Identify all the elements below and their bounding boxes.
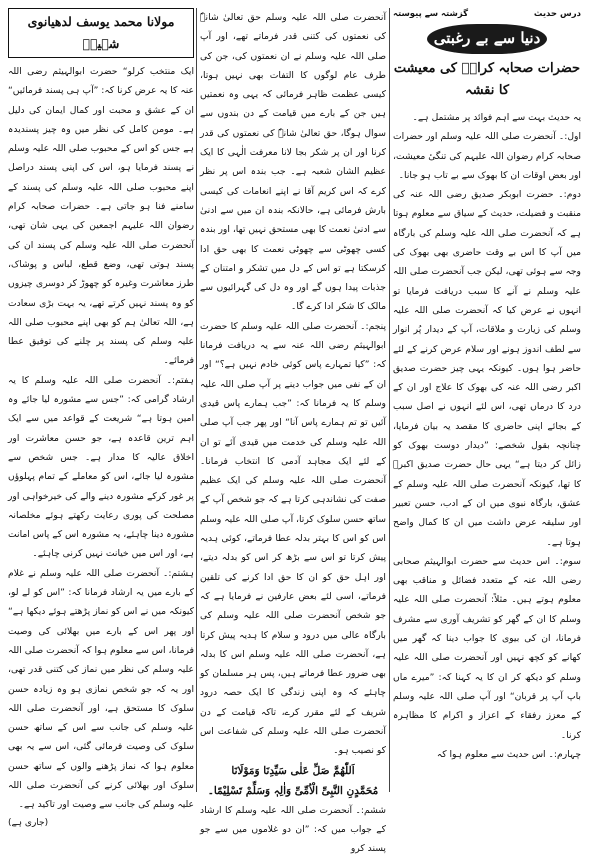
durood-line: اَللّٰھُمَّ صَلِّ عَلٰی سَیِّدِنَا وَمَوْلَانَا bbox=[231, 764, 355, 777]
durood-line: مُحَمَّدٍنِ النَّبِیِّ الْاُمِّیِّ وَاٰلِہٖ وَسَلِّمْ تَسْلِیْمًا۔ bbox=[207, 784, 379, 797]
paragraph: پنجم:۔ آنحضرت صلی اللہ علیہ وسلم کا حضرت ابوالہیثم رضی اللہ عنہ سے یہ دریافت فرمانا کہ: ”کیا تمہارے پاس کوئی خادم نہیں ہے؟“ اور ان کے نفی میں جواب دینے پر آپ صلی اللہ علیہ وسلم کا یہ فرمانا کہ: ”جب ہمارے پاس قیدی آئیں تو تم ہمارے پاس آنا“ اور پھر جب آپ صلی اللہ علیہ وسلم کی خدمت میں قیدی آئے تو ان کے لئے ایک مجاہد آدمی کا انتخاب فرمانا۔ آنحضرت صلی اللہ علیہ وسلم کی ایک عظیم صفت کی نشاندہی کرتا ہے کہ جو شخص آپ کے ساتھ حسن سلوک کرتا، آپ صلی اللہ علیہ وسلم اس کو اس کا بہتر بدلہ عطا فرماتے، کوئی ہدیہ پیش کرتا تو اس سے بڑھ کر اس کو بدلہ دیتے، اور اہل حق کو ان کا حق ادا کرنے کی تلقین فرماتے، اسی لئے بعض عارفین نے فرمایا ہے کہ جو شخص آنحضرت صلی اللہ علیہ وسلم کی بارگاہ عالی میں درود و سلام کا ہدیہ پیش کرتا ہے، آنحضرت صلی اللہ علیہ وسلم اس کا بدلہ بھی ضرور عطا فرماتے ہیں، پس ہر مسلمان کو چاہئے کہ وہ اپنی زندگی کا ایک حصہ درود شریف کے لئے مقرر کرے، تاکہ قیامت کے دن آنحضرت صلی اللہ علیہ وسلم کی شفاعت اس کو نصیب ہو۔ bbox=[199, 320, 386, 757]
column-header bbox=[393, 8, 581, 20]
paragraph: یہ حدیث بہت سے اہم فوائد پر مشتمل ہے۔ bbox=[412, 112, 581, 123]
column-divider bbox=[389, 8, 390, 792]
author-byline: مولانا محمد یوسف لدھیانوی شہیدؒ bbox=[8, 8, 194, 58]
column-divider bbox=[196, 8, 197, 792]
column-label: درس حدیث bbox=[533, 9, 581, 19]
column-left bbox=[8, 8, 194, 828]
article-headline: حضرات صحابہ کرامؓ کی معیشت کا نقشہ bbox=[393, 61, 581, 98]
paragraph: چہارم:۔ اس حدیث سے معلوم ہوا کہ bbox=[436, 748, 581, 760]
paragraph: اول:۔ آنحضرت صلی اللہ علیہ وسلم اور حضرات صحابہ کرام رضوان اللہ علیہم کی تنگیٔ معیشت، اور بعض اوقات ان کا بھوک سے بے تاب ہو جانا۔ bbox=[393, 131, 581, 181]
paragraph: سوم:۔ اس حدیث سے حضرت ابوالہیثم صحابی رضی اللہ عنہ کے متعدد فضائل و مناقب بھی معلوم ہوتے ہیں۔ مثلاً: آنحضرت صلی اللہ علیہ وسلم کا ان کے گھر کو تشریف آوری سے مشرف فرمانا، ان کی بیوی کا جواب دینا کہ گھر میں کھانے کو کچھ نہیں اور آنحضرت صلی اللہ علیہ وسلم کو دیکھ کر ان کا یہ کہنا کہ: ”میرے ماں باپ آپ پر قربان“ اور آپ صلی اللہ علیہ وسلم کے معزز رفقاء کے اعزاز و اکرام کا مظاہرہ کرنا۔ bbox=[393, 555, 581, 741]
paragraph: ہفتم:۔ آنحضرت صلی اللہ علیہ وسلم کا یہ ارشاد گرامی کہ: ”جس سے مشورہ لیا جائے وہ امین ہوتا ہے“ شریعت کے قواعد میں سے ایک اہم ترین قاعدہ ہے، جو حسن معاشرت اور اخلاق عالیہ کا مدار ہے۔ جس شخص سے مشورہ لیا جائے، اس کو معاملے کے تمام پہلوؤں پر غور کرکے مشورہ دینے والے کی خیرخواہی اور مصلحت کی پوری رعایت رکھتے ہوئے مخلصانہ مشورہ دینا چاہئے، یہ مشورہ اس کے پاس امانت ہے، اور اس میں خیانت نہیں کرنی چاہئے۔ bbox=[8, 374, 194, 560]
paragraph: آنحضرت صلی اللہ علیہ وسلم حق تعالیٰ شانہٗ کی نعمتوں کی کتنی قدر فرماتے تھے، اور آپ صلی اللہ علیہ وسلم نے ان نعمتوں کی، جن کی طرف عام لوگوں کا التفات بھی نہیں ہوتا، کیسی عظمت ظاہر فرمائی کہ یہی وہ نعمتیں ہیں جن کے بارے میں قیامت کے دن بندوں سے سوال ہوگا، حق تعالیٰ شانہٗ کی نعمتوں کی قدر کرنا اور ان پر شکر بجا لانا معرفت الٰہی کا ایک عظیم الشان شعبہ ہے۔ جب بندہ اس پر نظر کرے کہ اس کریم آقا نے اپنے انعامات کی کیسی بارش فرمائی ہے، حالانکہ بندہ ان میں سے ادنیٰ سے ادنیٰ نعمت کا بھی مستحق نہیں تھا، اور بندہ کسی چھوٹی سے چھوٹی نعمت کا بھی حق ادا کرسکتا ہے تو اس کے دل میں تشکر و امتنان کے جذبات پیدا ہوں گے اور وہ دل کی گہرائیوں سے مالک کا شکر ادا کرے گا۔ bbox=[200, 12, 386, 313]
continued-note: (جاری ہے) bbox=[8, 817, 49, 828]
continued-label: گزشتہ سے پیوستہ bbox=[393, 9, 469, 19]
paragraph: دوم:۔ حضرت ابوبکر صدیق رضی اللہ عنہ کی منقبت و فضیلت، حدیث کے سیاق سے معلوم ہوتا ہے کہ آنحضرت صلی اللہ علیہ وسلم کی بارگاہ میں آپ کا اس بے وقت حاضری بھی بھوک کی وجہ سے ہوئی تھی، لیکن جب آنحضرت صلی اللہ علیہ وسلم نے آنے کا سبب دریافت فرمایا تو انہوں نے عرض کیا کہ آنحضرت صلی اللہ علیہ وسلم کی زیارت و ملاقات، آپ کے دیدار پُر انوار سے لطف اندوز ہونے اور سلام عرض کرنے کے لئے حاضر ہوا ہوں۔ کیونکہ یہی چیز حضرت صدیق اکبر رضی اللہ عنہ کی بھوک کا علاج اور ان کے درد کا درماں تھی، اس لئے انہوں نے اصل سبب کے بجائے اپنی حاضری کا مقصد یہ بیان فرمایا، چنانچہ بقول شخصے: ”دیدار دوست بھوک کو زائل کر دیتا ہے“ یہی حال حضرت صدیق اکبرؓ کا تھا، کیونکہ آنحضرت صلی اللہ علیہ وسلم کے عشق، بارگاہ نبوی میں ان کے ادب، حسن تعبیر اور سلیقہ عرض داشت میں ان کا کمال واضح ہوتا ہے۔ bbox=[393, 189, 581, 548]
paragraph: ششم:۔ آنحضرت صلی اللہ علیہ وسلم کا ارشاد کے جواب میں کہ: ”ان دو غلاموں میں سے جو پسند کرو bbox=[200, 804, 386, 855]
paragraph: ہشتم:۔ آنحضرت صلی اللہ علیہ وسلم نے غلام کے بارے میں یہ ارشاد فرمانا کہ: ”اس کو لے لو، کیونکہ میں نے اس کو نماز پڑھتے ہوئے دیکھا ہے“ اور پھر اس کے بارے میں بھلائی کی وصیت فرمانا، اس سے معلوم ہوا کہ آنحضرت صلی اللہ علیہ وسلم کی نظر میں نماز کی کتنی قدر تھی، اور یہ کہ جو شخص نمازی ہو وہ زیادہ حسن سلوک کا مستحق ہے، اور آنحضرت صلی اللہ علیہ وسلم کی جانب سے اس کے ساتھ حسن سلوک کی وصیت فرمائی گئی، اس سے یہ بھی معلوم ہوا کہ نماز پڑھنے والوں کے ساتھ حسن سلوک اور بھلائی کرنے کی آنحضرت صلی اللہ علیہ وسلم کی جانب سے وصیت اور تاکید ہے۔ bbox=[8, 567, 194, 811]
paragraph: ایک منتخب کرلو“ حضرت ابوالہیثم رضی اللہ عنہ کا یہ عرض کرنا کہ: ”آپ ہی پسند فرمائیں“ ان کے عشق و محبت اور کمال ایمان کی دلیل ہے۔ مومن کامل کی نظر میں وہ چیز پسندیدہ ہے جس کو اس کے محبوب صلی اللہ علیہ وسلم نے پسند فرمایا ہو، اس کی اپنی پسند دراصل اپنے محبوب صلی اللہ علیہ وسلم کی پسند کے سامنے فنا ہو جاتی ہے۔ حضرات صحابہ کرام رضوان اللہ علیہم اجمعین کی یہی شان تھی، آنحضرت صلی اللہ علیہ وسلم کی پسند ان کی پسند ہوتی تھی، وضع قطع، لباس و پوشاک، طرز معاشرت وغیرہ کو چھوڑ کر دوسری چیزوں کو وہ پسند نہیں کرتے تھے، یہ بہت بڑی سعادت ہے، اللہ تعالیٰ ہم کو بھی اپنے محبوب صلی اللہ علیہ وسلم کی پسند پر چلنے کی توفیق عطا فرمائے۔ bbox=[8, 66, 194, 367]
section-banner: دنیا سے بے رغبتی bbox=[427, 24, 547, 54]
column-right bbox=[393, 8, 581, 794]
column-middle bbox=[199, 8, 386, 855]
